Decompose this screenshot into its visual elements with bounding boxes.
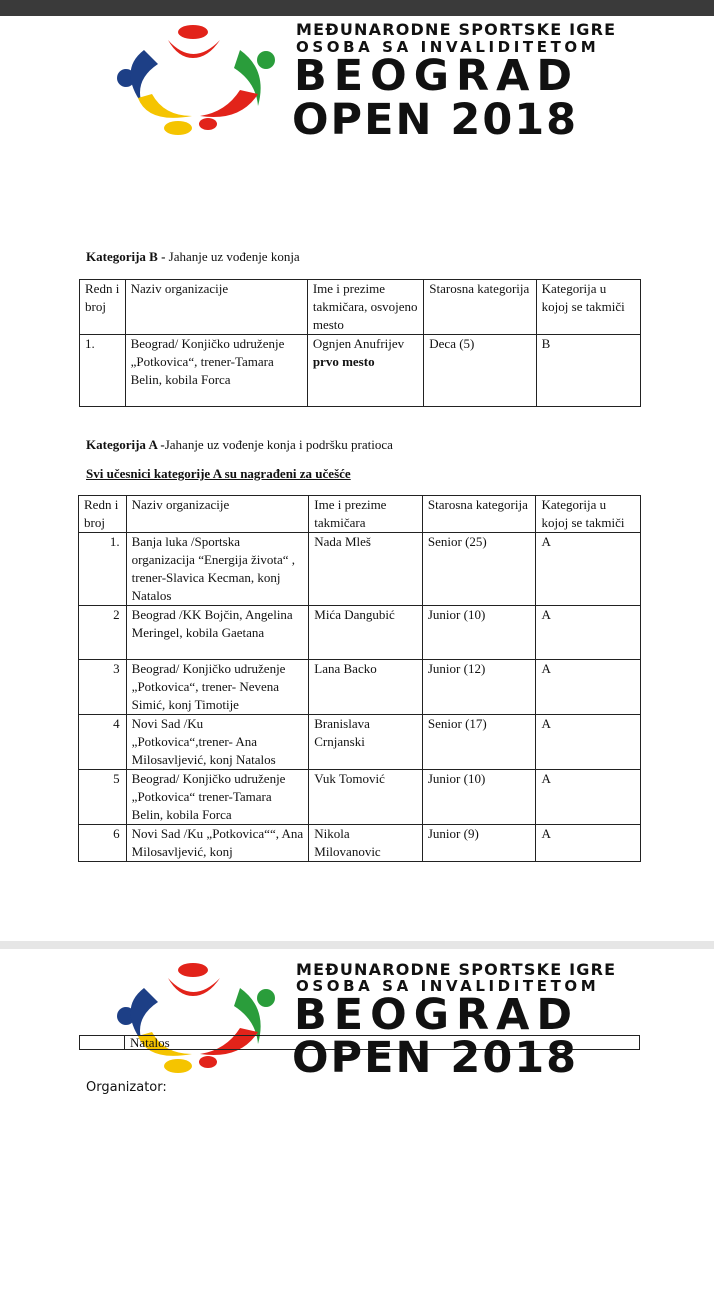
category-a-heading [86,437,393,453]
table-row [79,660,641,715]
category-a-label: Kategorija A - [86,437,165,452]
row-org: Beograd/ Konjičko udruženje „Potkovica“, trener- Nevena Simić, konj Timotije [126,660,309,715]
row-num: 1. [79,533,127,606]
category-b-table [79,279,641,407]
page-separator [0,941,714,949]
row-org: Novi Sad /Ku „Potkovica“,trener- Ana Milosavljević, konj Natalos [126,715,309,770]
table-row [80,335,641,407]
logo-line-2: OSOBA SA INVALIDITETOM [296,38,600,56]
table-row [79,825,641,862]
col-header-org: Naziv organizacije [126,496,309,533]
row-name: Lana Backo [309,660,423,715]
row-name: Nikola Milovanovic [309,825,423,862]
row-org: Beograd/ Konjičko udruženje „Potkovica“ trener-Tamara Belin, kobila Forca [126,770,309,825]
category-b-heading [86,249,300,265]
table-row [79,715,641,770]
col-header-name: Ime i prezime takmičara, osvojeno mesto [307,280,423,335]
row-place: prvo mesto [312,354,375,369]
col-header-category: Kategorija u kojoj se takmiči [536,496,641,533]
row-age: Junior (9) [422,825,536,862]
table-row [79,606,641,660]
logo-line-3: BEOGRAD [294,990,580,1040]
category-a-note: Svi učesnici kategorije A su nagrađeni za učešće [86,466,351,481]
row-age: Senior (25) [422,533,536,606]
event-logo [108,20,288,140]
col-header-name: Ime i prezime takmičara [309,496,423,533]
row-age: Deca (5) [424,335,536,407]
row-org: Beograd /KK Bojčin, Angelina Meringel, kobila Gaetana [126,606,309,660]
row-category: A [536,715,641,770]
row-num: 1. [80,335,126,407]
logo-line-1: MEĐUNARODNE SPORTSKE IGRE [296,960,617,979]
row-num: 3 [79,660,127,715]
logo-line-4: OPEN 2018 [292,1033,579,1083]
row-age: Junior (10) [422,770,536,825]
row-category: A [536,825,641,862]
continuation-org-cell: Natalos [130,1035,170,1050]
row-category: A [536,533,641,606]
category-a-table [78,495,641,862]
logo-figures-icon [108,20,288,140]
category-a-description: Jahanje uz vođenje konja i podršku pratioca [164,437,393,452]
row-name: Nada Mleš [309,533,423,606]
col-header-age: Starosna kategorija [422,496,536,533]
organizator-label: Organizator: [86,1080,167,1095]
logo-figures-icon [108,958,288,1078]
row-age: Senior (17) [422,715,536,770]
col-header-org: Naziv organizacije [125,280,307,335]
logo-line-2: OSOBA SA INVALIDITETOM [296,977,600,995]
row-category: A [536,606,641,660]
row-age: Junior (10) [422,606,536,660]
row-category: B [536,335,640,407]
col-header-num: Redn i broj [80,280,126,335]
row-num: 2 [79,606,127,660]
category-b-label: Kategorija B - [86,249,166,264]
row-num: 4 [79,715,127,770]
event-logo-page2 [108,958,288,1078]
row-category: A [536,770,641,825]
top-bar [0,0,714,16]
col-header-age: Starosna kategorija [424,280,536,335]
row-num: 6 [79,825,127,862]
logo-line-1: MEĐUNARODNE SPORTSKE IGRE [296,20,617,39]
row-org: Beograd/ Konjičko udruženje „Potkovica“, trener-Tamara Belin, kobila Forca [125,335,307,407]
logo-line-3: BEOGRAD [294,51,580,101]
row-org: Novi Sad /Ku „Potkovica““, Ana Milosavljević, konj [126,825,309,862]
row-name: Vuk Tomović [309,770,423,825]
row-category: A [536,660,641,715]
row-name: Branislava Crnjanski [309,715,423,770]
col-header-num: Redn i broj [79,496,127,533]
table-header-row [79,496,641,533]
table-row [79,533,641,606]
continuation-num-cell [80,1035,125,1050]
row-name-cell [307,335,423,407]
row-org: Banja luka /Sportska organizacija “Energija života“ , trener-Slavica Kecman, konj Natalos [126,533,309,606]
table-header-row [80,280,641,335]
row-age: Junior (12) [422,660,536,715]
row-name: Mića Dangubić [309,606,423,660]
table-row [79,770,641,825]
col-header-category: Kategorija u kojoj se takmiči [536,280,640,335]
category-b-description: Jahanje uz vođenje konja [165,249,300,264]
row-num: 5 [79,770,127,825]
row-name: Ognjen Anufrijev [312,336,405,351]
logo-line-4: OPEN 2018 [292,95,579,145]
